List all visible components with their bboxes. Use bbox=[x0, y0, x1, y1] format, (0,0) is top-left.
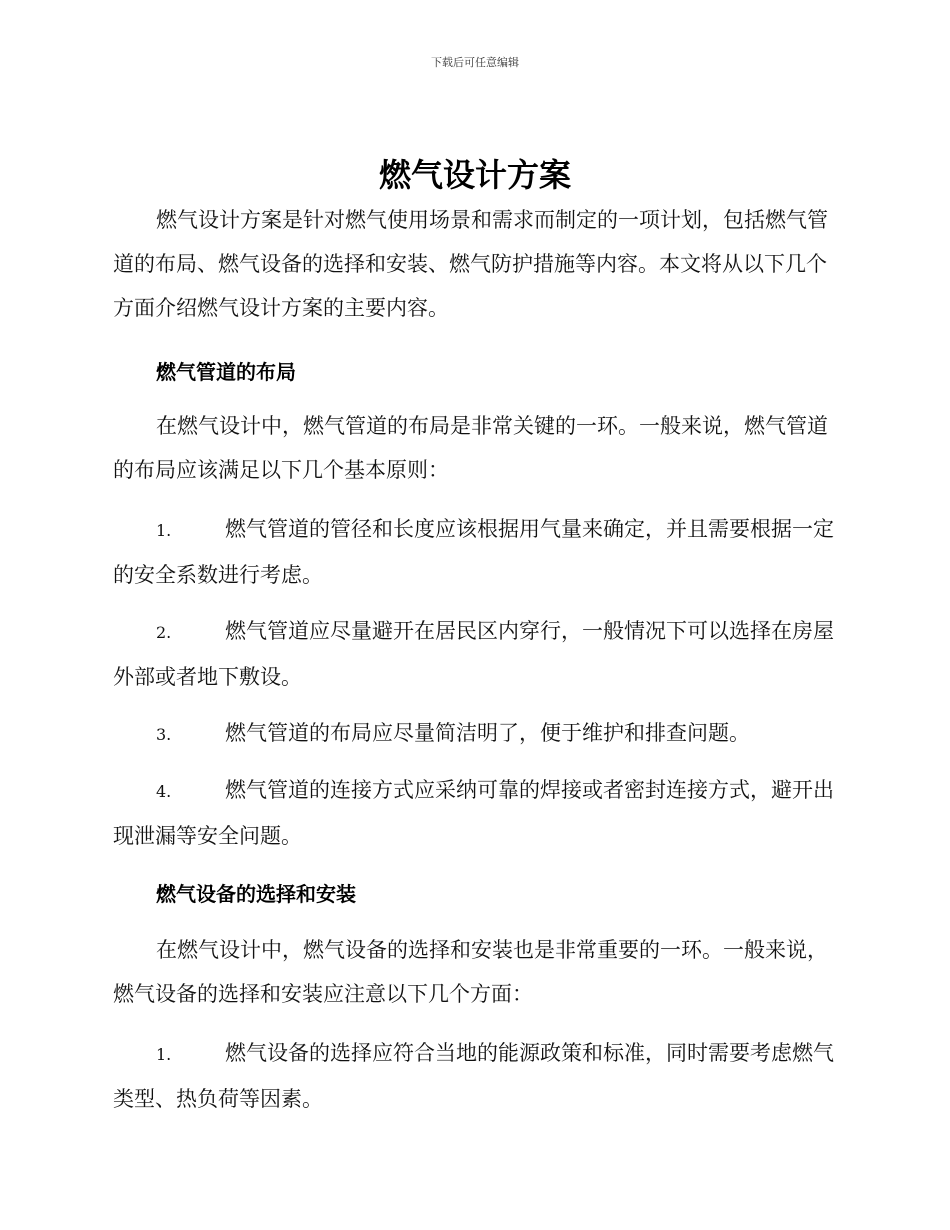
list-item-number: 2. bbox=[156, 623, 172, 642]
section1-intro-paragraph: 在燃气设计中，燃气管道的布局是非常关键的一环。一般来说，燃气管道的布局应该满足以下几个基本原则： bbox=[113, 414, 828, 482]
section-heading-equipment-selection: 燃气设备的选择和安装 bbox=[156, 882, 356, 906]
list-item bbox=[113, 507, 843, 597]
intro-paragraph: 燃气设计方案是针对燃气使用场景和需求而制定的一项计划，包括燃气管道的布局、燃气设备的选择和安装、燃气防护措施等内容。本文将从以下几个方面介绍燃气设计方案的主要内容。 bbox=[113, 208, 828, 320]
list-item-number: 1. bbox=[156, 521, 172, 540]
list-item-number: 3. bbox=[156, 725, 172, 744]
list-item-number: 1. bbox=[156, 1045, 172, 1064]
list-item-number: 4. bbox=[156, 782, 172, 801]
list-item bbox=[113, 768, 843, 858]
list-item-text: 燃气管道的管径和长度应该根据用气量来确定，并且需要根据一定的安全系数进行考虑。 bbox=[113, 517, 834, 587]
list-item bbox=[113, 609, 843, 699]
list-item bbox=[113, 1031, 843, 1121]
header-note: 下载后可任意编辑 bbox=[431, 56, 519, 69]
list-item-text: 燃气管道应尽量避开在居民区内穿行，一般情况下可以选择在房屋外部或者地下敷设。 bbox=[113, 619, 834, 689]
list-item-text: 燃气设备的选择应符合当地的能源政策和标准，同时需要考虑燃气类型、热负荷等因素。 bbox=[113, 1041, 834, 1111]
section2-intro-paragraph: 在燃气设计中，燃气设备的选择和安装也是非常重要的一环。一般来说，燃气设备的选择和安装应注意以下几个方面： bbox=[113, 938, 828, 1006]
list-item-text: 燃气管道的连接方式应采纳可靠的焊接或者密封连接方式，避开出现泄漏等安全问题。 bbox=[113, 778, 834, 848]
section-heading-pipeline-layout: 燃气管道的布局 bbox=[156, 360, 296, 384]
list-item-text: 燃气管道的布局应尽量简洁明了，便于维护和排查问题。 bbox=[225, 721, 750, 745]
list-item bbox=[113, 711, 843, 757]
document-title: 燃气设计方案 bbox=[378, 156, 571, 194]
